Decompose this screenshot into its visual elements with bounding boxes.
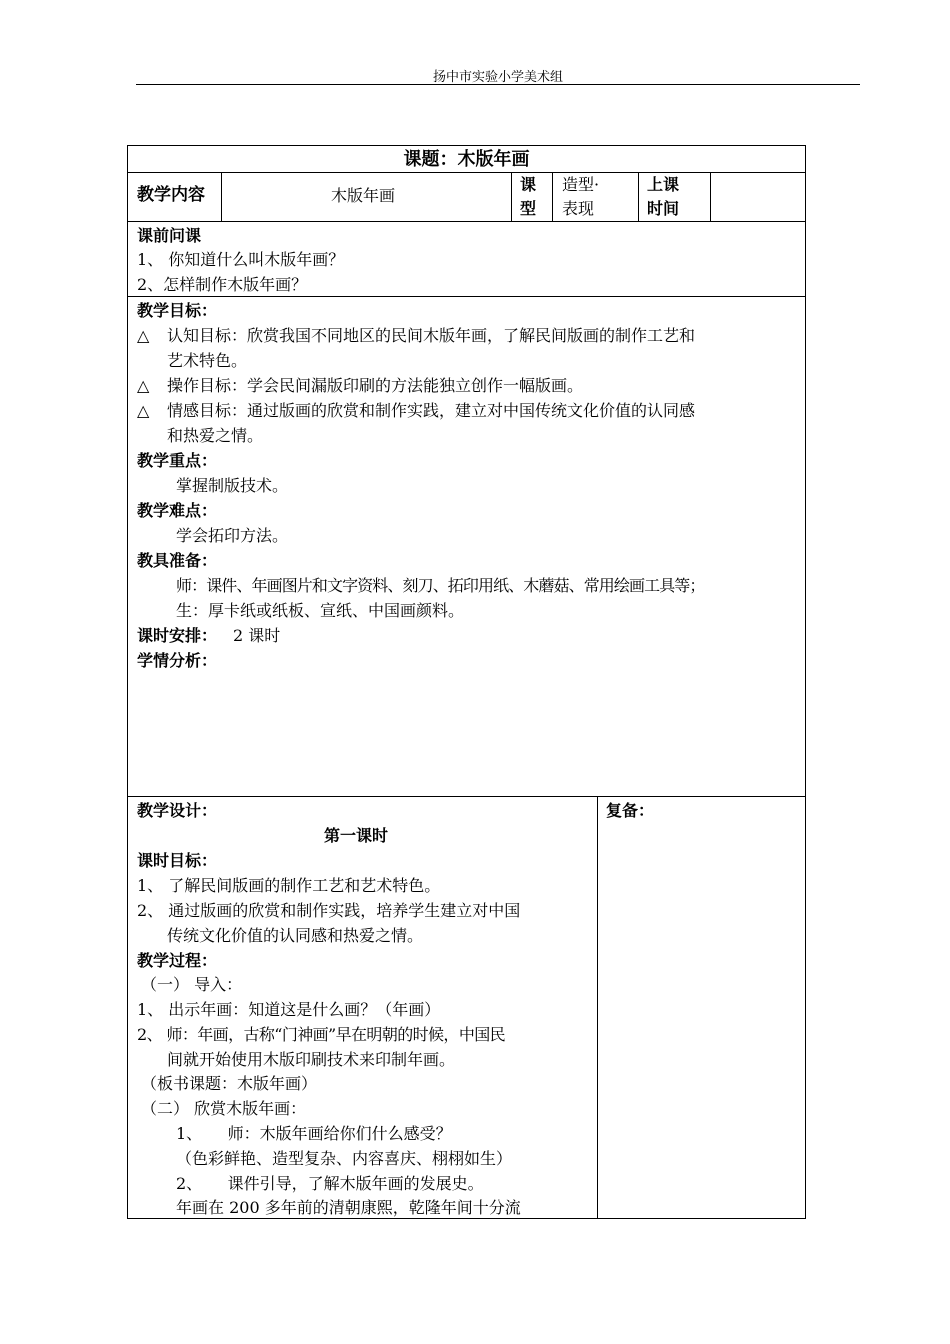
lesson-title: 课题：木版年画 [403, 149, 530, 170]
tools-heading: 教具准备： [137, 551, 218, 570]
step-item: 2、 师：年画，古称“门神画”早在明朝的时候，中国民 [137, 1025, 506, 1044]
objective-bullet: △ [137, 326, 150, 345]
review-heading: 复备： [606, 801, 655, 820]
pre-class-question: 2、怎样制作木版年画？ [137, 275, 308, 294]
step-item: 1、 出示年画：知道这是什么画？（年画） [137, 1000, 441, 1019]
content-value: 木版年画 [331, 186, 396, 205]
objective-text: 操作目标：学会民间漏版印刷的方法能独立创作一幅版画。 [167, 376, 584, 395]
col-divider [221, 172, 222, 221]
time-label-1: 上课 [647, 175, 680, 194]
lesson-objective: 传统文化价值的认同感和热爱之情。 [167, 926, 424, 945]
row-divider [128, 296, 805, 297]
type-label-1: 课 [520, 175, 537, 194]
col-divider [710, 172, 711, 221]
col-divider [552, 172, 553, 221]
lesson-objective: 2、 通过版画的欣赏和制作实践，培养学生建立对中国 [137, 901, 521, 920]
time-label-2: 时间 [647, 199, 680, 218]
lesson-plan-table [127, 145, 806, 1219]
pre-class-heading: 课前问课 [137, 226, 202, 245]
row-divider [128, 172, 805, 173]
col-divider [638, 172, 639, 221]
step-item: 1、 师：木版年画给你们什么感受？ [176, 1124, 452, 1143]
objective-text: 艺术特色。 [167, 351, 248, 370]
key-point-text: 掌握制版技术。 [176, 476, 289, 495]
pre-class-question: 1、 你知道什么叫木版年画？ [137, 250, 345, 269]
lesson-objective: 1、 了解民间版画的制作工艺和艺术特色。 [137, 876, 441, 895]
objective-bullet: △ [137, 401, 150, 420]
objective-text: 情感目标：通过版画的欣赏和制作实践，建立对中国传统文化价值的认同感 [167, 401, 696, 420]
design-heading: 教学设计： [137, 801, 218, 820]
page-header: 扬中市实验小学美术组 [432, 70, 563, 85]
header-rule [136, 84, 860, 85]
difficulty-heading: 教学难点： [137, 501, 218, 520]
type-label-2: 型 [520, 199, 537, 218]
row-divider [128, 796, 805, 797]
objective-text: 和热爱之情。 [167, 426, 264, 445]
analysis-heading: 学情分析： [137, 651, 218, 670]
type-value-1: 造型· [562, 175, 600, 194]
type-value-2: 表现 [562, 199, 595, 218]
tools-teacher: 师：课件、年画图片和文字资料、刻刀、拓印用纸、木蘑菇、常用绘画工具等； [176, 576, 705, 595]
key-point-heading: 教学重点： [137, 451, 218, 470]
lesson-objective-heading: 课时目标： [137, 851, 218, 870]
process-heading: 教学过程： [137, 951, 218, 970]
step-answer: （色彩鲜艳、造型复杂、内容喜庆、栩栩如生） [176, 1149, 513, 1168]
hours-value: 2 课时 [233, 626, 281, 645]
step-heading: （一） 导入： [141, 975, 243, 994]
row-divider [128, 221, 805, 222]
step-item: 2、 课件引导，了解木版年画的发展史。 [176, 1174, 484, 1193]
col-divider [511, 172, 512, 221]
step-item: 间就开始使用木版印刷技术来印制年画。 [167, 1050, 456, 1069]
step-text: 年画在 200 多年前的清朝康熙，乾隆年间十分流 [176, 1198, 521, 1217]
board-note: （板书课题：木版年画） [141, 1074, 318, 1093]
tools-student: 生：厚卡纸或纸板、宣纸、中国画颜料。 [176, 601, 465, 620]
hours-heading: 课时安排： [137, 626, 218, 645]
lesson-title-first: 第一课时 [324, 826, 389, 845]
content-label: 教学内容 [137, 185, 205, 205]
objective-bullet: △ [137, 376, 150, 395]
col-divider [597, 796, 598, 1219]
objective-text: 认知目标：欣赏我国不同地区的民间木版年画，了解民间版画的制作工艺和 [167, 326, 696, 345]
step-heading: （二） 欣赏木版年画： [141, 1099, 307, 1118]
objectives-heading: 教学目标： [137, 301, 218, 320]
difficulty-text: 学会拓印方法。 [176, 526, 289, 545]
